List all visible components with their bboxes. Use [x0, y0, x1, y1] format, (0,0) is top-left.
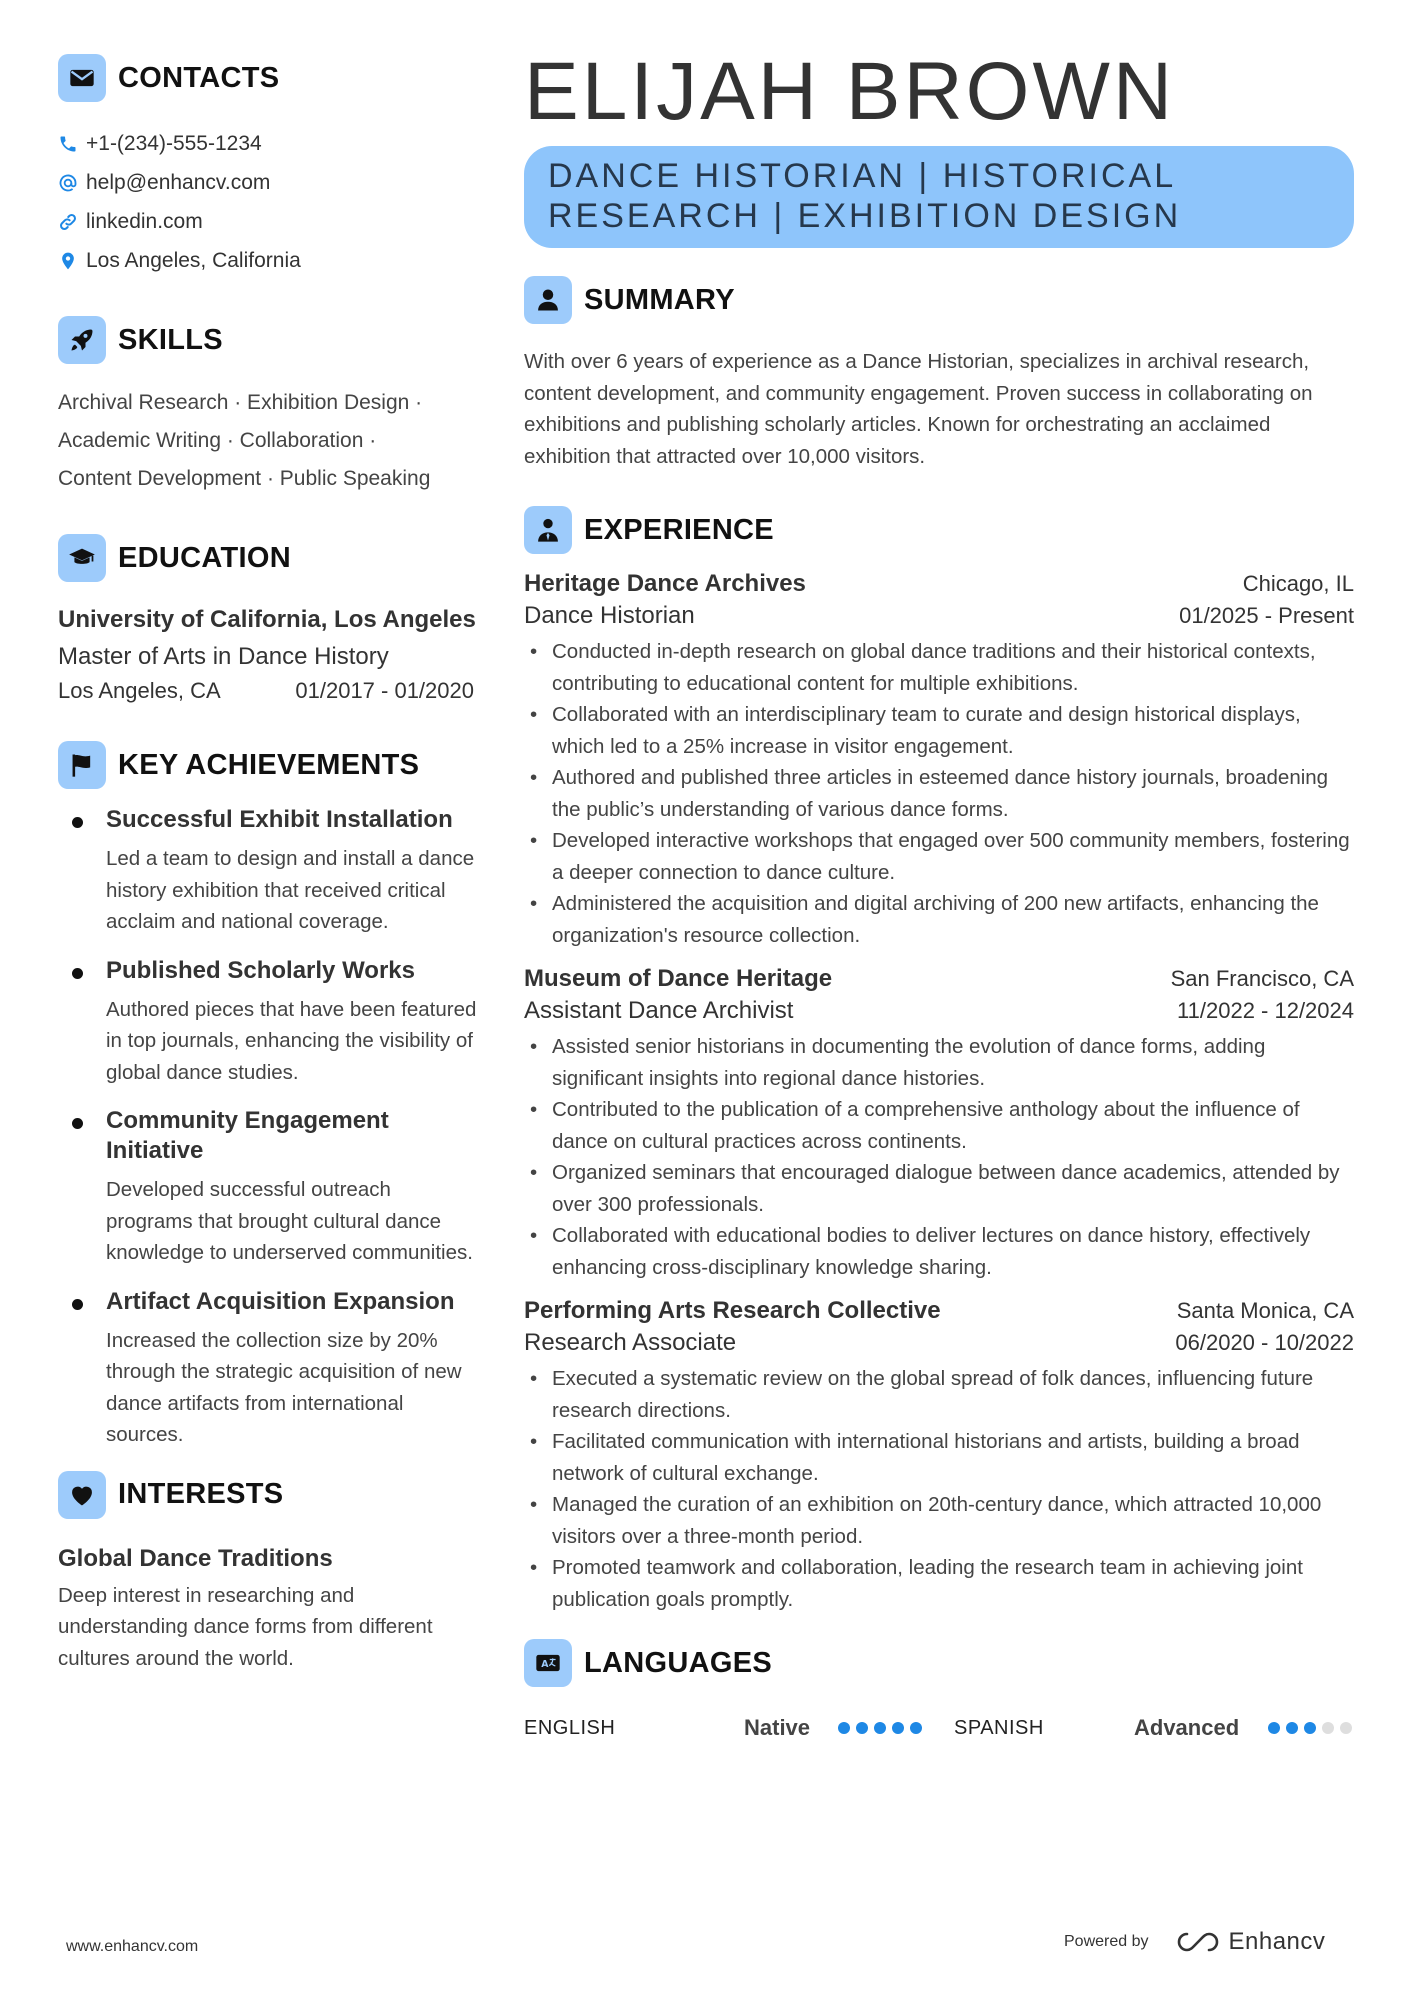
right-column [524, 44, 1354, 1743]
job-location: Santa Monica, CA [1176, 1298, 1354, 1323]
job-subheader [524, 1329, 1354, 1357]
candidate-name: ELIJAH BROWN [524, 46, 1176, 137]
job-entry [524, 570, 1354, 951]
bullet-icon [72, 968, 83, 979]
job-bullets [524, 1363, 1354, 1615]
job-role: Dance Historian [524, 602, 695, 629]
section-title: EXPERIENCE [584, 513, 774, 546]
achievement-item [58, 956, 478, 1089]
rating-dot-filled [1304, 1722, 1316, 1734]
language-level: Native [744, 1715, 811, 1740]
bullet-icon [72, 1299, 83, 1310]
rating-dot-empty [1322, 1722, 1334, 1734]
contact-phone[interactable] [58, 124, 478, 163]
education-location: Los Angeles, CA [58, 678, 221, 703]
rating-dot-empty [1340, 1722, 1352, 1734]
section-title: SUMMARY [584, 283, 735, 316]
section-title: EDUCATION [118, 541, 291, 574]
section-title: SKILLS [118, 323, 223, 356]
section-title: KEY ACHIEVEMENTS [118, 748, 420, 781]
skills-header [58, 314, 478, 366]
rating-dot-filled [910, 1722, 922, 1734]
job-bullet: • Managed the curation of an exhibition on 20th-century dance, which attracted 10,000 visitors over a three-month period. [524, 1489, 1354, 1552]
achievement-item [58, 805, 478, 938]
achievement-desc: Authored pieces that have been featured in top journals, enhancing the visibility of global dance studies. [106, 997, 477, 1084]
interest-desc: Deep interest in researching and understanding dance forms from different cultures around the world. [58, 1583, 433, 1670]
link-icon [58, 212, 86, 232]
achievements-list [58, 805, 478, 1451]
job-bullet: • Executed a systematic review on the global spread of folk dances, influencing future research directions. [524, 1363, 1354, 1426]
education-header [58, 532, 478, 584]
flag-icon [58, 741, 106, 789]
powered-by-label: Powered by [1064, 1933, 1149, 1950]
education-meta [58, 675, 474, 707]
language-item [954, 1715, 1354, 1741]
job-header [524, 570, 1354, 598]
rating-dot-filled [856, 1722, 868, 1734]
language-name: SPANISH [954, 1716, 1044, 1739]
summary-section [524, 274, 1354, 472]
skills-section [58, 314, 478, 498]
footer-website[interactable]: www.enhancv.com [66, 1938, 199, 1955]
bullet-icon [72, 1118, 83, 1129]
degree: Master of Arts in Dance History [58, 643, 389, 670]
rating-dot-filled [892, 1722, 904, 1734]
summary-header [524, 274, 1354, 326]
job-bullet: • Organized seminars that encouraged dialogue between dance academics, attended by over 300 professionals. [524, 1157, 1354, 1220]
languages-section [524, 1637, 1354, 1743]
language-name: ENGLISH [524, 1716, 616, 1739]
job-header [524, 1297, 1354, 1325]
education-dates: 01/2017 - 01/2020 [295, 678, 474, 703]
job-role: Assistant Dance Archivist [524, 997, 794, 1024]
skill-line: Academic Writing · Collaboration · [58, 429, 377, 452]
summary-text: With over 6 years of experience as a Dance Historian, specializes in archival research, content development, and community engagement. Proven success in collaborating on exhibitions and publishing scholarly articles. Known for orchestrating an acclaimed exhibition that attracted over 10,000 visitors. [524, 350, 1313, 468]
education-section [58, 532, 478, 707]
achievement-desc: Developed successful outreach programs that brought cultural dance knowledge to underserved communities. [106, 1178, 473, 1264]
job-subheader [524, 997, 1354, 1025]
briefcase-user-icon [524, 506, 572, 554]
languages-header [524, 1637, 1354, 1689]
job-role: Research Associate [524, 1329, 737, 1356]
left-column [58, 52, 478, 1674]
contact-email[interactable] [58, 163, 478, 202]
language-item [524, 1715, 954, 1741]
achievement-title: Successful Exhibit Installation [106, 806, 453, 833]
interests-header [58, 1469, 478, 1521]
interest-title: Global Dance Traditions [58, 1544, 333, 1572]
achievement-title: Published Scholarly Works [106, 956, 415, 984]
phone-icon [58, 134, 86, 154]
achievement-title: Artifact Acquisition Expansion [106, 1287, 455, 1315]
job-bullet: • Contributed to the publication of a comprehensive anthology about the influence of dance on cultural practices across continents. [524, 1094, 1354, 1157]
skill-line: Archival Research · Exhibition Design · [58, 391, 423, 414]
job-subheader [524, 602, 1354, 630]
user-icon [524, 276, 572, 324]
job-bullet: • Conducted in-depth research on global dance traditions and their historical contexts, contributing to educational content for multiple exhibitions. [524, 636, 1354, 699]
bullet-icon [72, 817, 83, 828]
contact-text: linkedin.com [86, 209, 203, 233]
job-bullets [524, 1031, 1354, 1283]
achievement-title: Community Engagement Initiative [106, 1107, 389, 1164]
job-location: San Francisco, CA [1170, 966, 1354, 991]
contact-text: help@enhancv.com [86, 170, 271, 194]
achievement-item [58, 1106, 478, 1269]
education-entry [58, 604, 478, 707]
language-rating [1268, 1722, 1352, 1734]
rating-dot-filled [838, 1722, 850, 1734]
rocket-icon [58, 316, 106, 364]
job-bullet: • Collaborated with educational bodies to deliver lectures on dance history, effectively enhancing cross-disciplinary knowledge sharing. [524, 1220, 1354, 1283]
contacts-header [58, 52, 478, 104]
job-bullet: • Developed interactive workshops that engaged over 500 community members, fostering a deeper connection to dance culture. [524, 825, 1354, 888]
rating-dot-filled [1286, 1722, 1298, 1734]
job-bullet: • Promoted teamwork and collaboration, leading the research team in achieving joint publication goals promptly. [524, 1552, 1354, 1615]
contacts-section [58, 52, 478, 280]
interests-section [58, 1469, 478, 1675]
experience-header [524, 504, 1354, 556]
enhancv-logo-icon [1175, 1930, 1221, 1954]
heart-icon [58, 1471, 106, 1519]
contact-location [58, 241, 478, 280]
job-bullet: • Facilitated communication with international historians and artists, building a broad network of cultural exchange. [524, 1426, 1354, 1489]
job-location: Chicago, IL [1242, 571, 1354, 596]
section-title: CONTACTS [118, 61, 280, 94]
achievement-desc: Increased the collection size by 20% through the strategic acquisition of new dance artifacts from international sources. [106, 1328, 462, 1446]
job-bullet: • Administered the acquisition and digital archiving of 200 new artifacts, enhancing the organization's resource collection. [524, 888, 1354, 951]
languages-list [524, 1713, 1354, 1743]
job-entry [524, 965, 1354, 1283]
skills-list [58, 384, 478, 498]
job-dates: 01/2025 - Present [1179, 603, 1354, 628]
brand-logo[interactable] [1175, 1928, 1326, 1956]
job-company: Museum of Dance Heritage [524, 965, 833, 992]
headline-banner: DANCE HISTORIAN | HISTORICAL RESEARCH | EXHIBITION DESIGN [524, 146, 1354, 248]
job-dates: 11/2022 - 12/2024 [1177, 998, 1354, 1023]
rating-dot-filled [1268, 1722, 1280, 1734]
brand-name: Enhancv [1228, 1928, 1326, 1955]
job-header [524, 965, 1354, 993]
job-bullet: • Assisted senior historians in documenting the evolution of dance forms, adding significant insights into regional dance histories. [524, 1031, 1354, 1094]
job-dates: 06/2020 - 10/2022 [1175, 1330, 1354, 1355]
achievements-section [58, 739, 478, 1451]
achievement-item [58, 1287, 478, 1451]
contact-list [58, 124, 478, 280]
svg-text:A: A [541, 1659, 549, 1671]
job-company: Performing Arts Research Collective [524, 1297, 941, 1324]
achievements-header [58, 739, 478, 791]
job-entry [524, 1297, 1354, 1615]
location-icon [58, 251, 86, 271]
contact-text: Los Angeles, California [86, 248, 301, 272]
at-icon [58, 173, 86, 193]
job-bullets [524, 636, 1354, 951]
language-rating [838, 1722, 922, 1734]
job-bullet: • Collaborated with an interdisciplinary team to curate and design historical displays, which led to a 25% increase in visitor engagement. [524, 699, 1354, 762]
school-name: University of California, Los Angeles [58, 606, 476, 633]
experience-section [524, 504, 1354, 1615]
interest-item [58, 1543, 478, 1675]
translate-icon [524, 1639, 572, 1687]
skill-line: Content Development · Public Speaking [58, 467, 431, 490]
job-bullet: • Authored and published three articles in esteemed dance history journals, broadening the public’s understanding of various dance forms. [524, 762, 1354, 825]
achievement-desc: Led a team to design and install a dance history exhibition that received critical acclaim and national coverage. [106, 847, 475, 933]
rating-dot-filled [874, 1722, 886, 1734]
envelope-icon [58, 54, 106, 102]
section-title: LANGUAGES [584, 1646, 772, 1679]
contact-linkedin[interactable] [58, 202, 478, 241]
contact-text: +1-(234)-555-1234 [86, 131, 262, 155]
job-company: Heritage Dance Archives [524, 570, 806, 597]
footer-branding [1064, 1928, 1325, 1956]
section-title: INTERESTS [118, 1478, 284, 1510]
graduation-cap-icon [58, 534, 106, 582]
language-level: Advanced [1134, 1715, 1240, 1740]
